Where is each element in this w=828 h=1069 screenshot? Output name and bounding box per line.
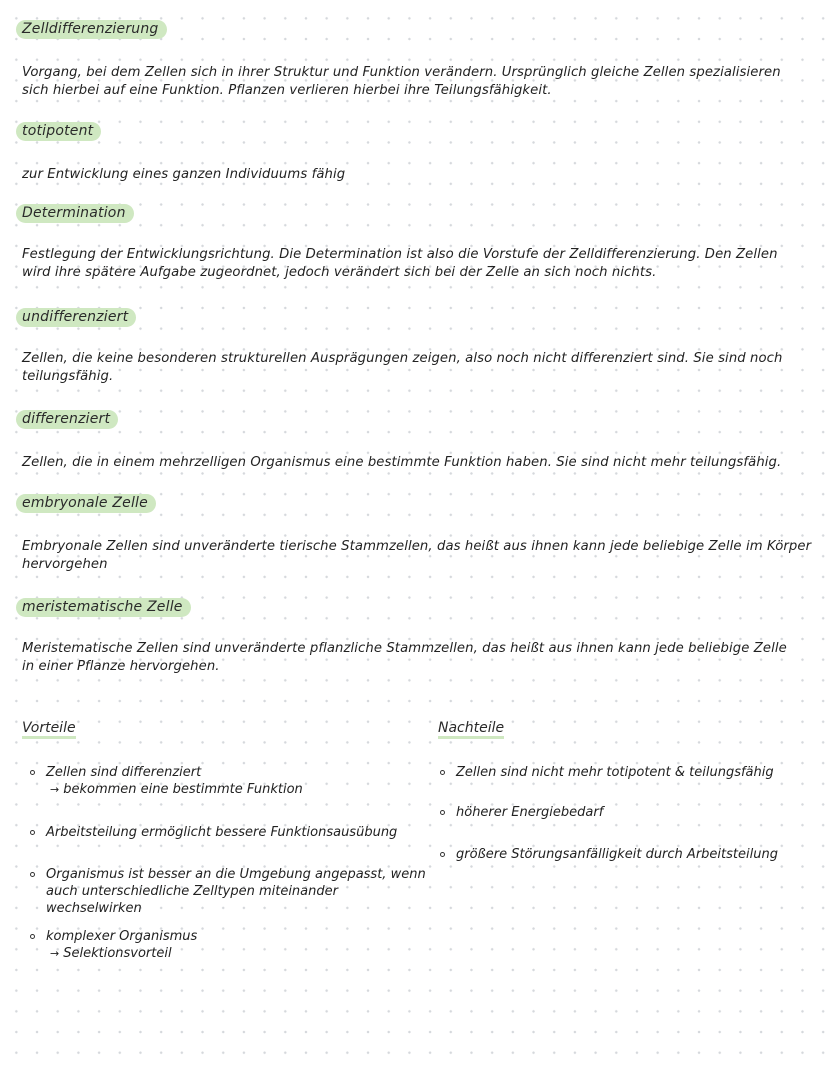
nachteil-item [440, 846, 826, 863]
term-heading-embryonale-zelle: embryonale Zelle [16, 494, 156, 513]
arrow-right-icon: → [50, 947, 60, 960]
definition-zelldifferenzierung: Vorgang, bei dem Zellen sich in ihrer Struktur und Funktion verändern. Ursprünglich gleiche Zellen spezialisieren sich hierbei auf eine Funktion. Pflanzen verlieren hierbei ihre Teilungsfähigkeit. [22, 65, 781, 98]
nachteile-title [438, 720, 504, 739]
vorteil-text: Zellen sind differenziert [46, 765, 202, 780]
term-heading-determination: Determination [16, 204, 134, 223]
term-heading-undifferenziert: undifferenziert [16, 308, 136, 327]
term-heading-meristematische-zelle: meristematische Zelle [16, 598, 191, 617]
bullet-dot-icon [440, 852, 445, 857]
definition-totipotent: zur Entwicklung eines ganzen Individuums fähig [22, 167, 346, 182]
definition-undifferenziert: Zellen, die keine besonderen strukturellen Ausprägungen zeigen, also noch nicht differenziert sind. Sie sind noch teilungsfähig. [22, 351, 783, 384]
vorteil-subpoint [46, 945, 426, 962]
bullet-dot-icon [30, 770, 35, 775]
vorteil-item [30, 764, 426, 798]
nachteil-text: Zellen sind nicht mehr totipotent & teilungsfähig [456, 765, 774, 780]
vorteile-title [22, 720, 76, 739]
definition-differenziert: Zellen, die in einem mehrzelligen Organismus eine bestimmte Funktion haben. Sie sind nicht mehr teilungsfähig. [22, 455, 782, 470]
bullet-dot-icon [30, 872, 35, 877]
vorteil-text: Organismus ist besser an die Umgebung angepasst, wenn auch unterschiedliche Zelltypen miteinander wechselwirken [46, 867, 426, 916]
term-heading-totipotent: totipotent [16, 122, 101, 141]
nachteil-item [440, 804, 826, 821]
nachteil-item [440, 764, 826, 781]
vorteil-subpoint-text: Selektionsvorteil [63, 946, 172, 961]
bullet-dot-icon [30, 934, 35, 939]
nachteile-title-text: Nachteile [438, 720, 504, 739]
term-heading-zelldifferenzierung: Zelldifferenzierung [16, 20, 167, 39]
definition-embryonale-zelle: Embryonale Zellen sind unveränderte tierische Stammzellen, das heißt aus ihnen kann jede beliebige Zelle im Körper hervorgehen [22, 539, 812, 572]
definition-determination: Festlegung der Entwicklungsrichtung. Die Determination ist also die Vorstufe der Zelldifferenzierung. Den Zellen wird ihre spätere Aufgabe zugeordnet, jedoch verändert sich bei der Zelle an sich noch nichts. [22, 247, 778, 280]
vorteil-item [30, 866, 431, 917]
vorteil-subpoint [46, 781, 426, 798]
vorteil-subpoint-text: bekommen eine bestimmte Funktion [63, 782, 303, 797]
vorteil-text: Arbeitsteilung ermöglicht bessere Funktionsausübung [46, 825, 398, 840]
definition-meristematische-zelle: Meristematische Zellen sind unveränderte pflanzliche Stammzellen, das heißt aus ihnen kann jede beliebige Zelle in einer Pflanze hervorgehen. [22, 641, 787, 674]
vorteile-title-text: Vorteile [22, 720, 76, 739]
vorteil-text: komplexer Organismus [46, 929, 198, 944]
bullet-dot-icon [440, 770, 445, 775]
vorteil-item [30, 824, 426, 841]
bullet-dot-icon [440, 810, 445, 815]
nachteil-text: größere Störungsanfälligkeit durch Arbeitsteilung [456, 847, 778, 862]
nachteil-text: höherer Energiebedarf [456, 805, 604, 820]
term-heading-differenziert: differenziert [16, 410, 118, 429]
arrow-right-icon: → [50, 783, 60, 796]
bullet-dot-icon [30, 830, 35, 835]
vorteil-item [30, 928, 426, 962]
